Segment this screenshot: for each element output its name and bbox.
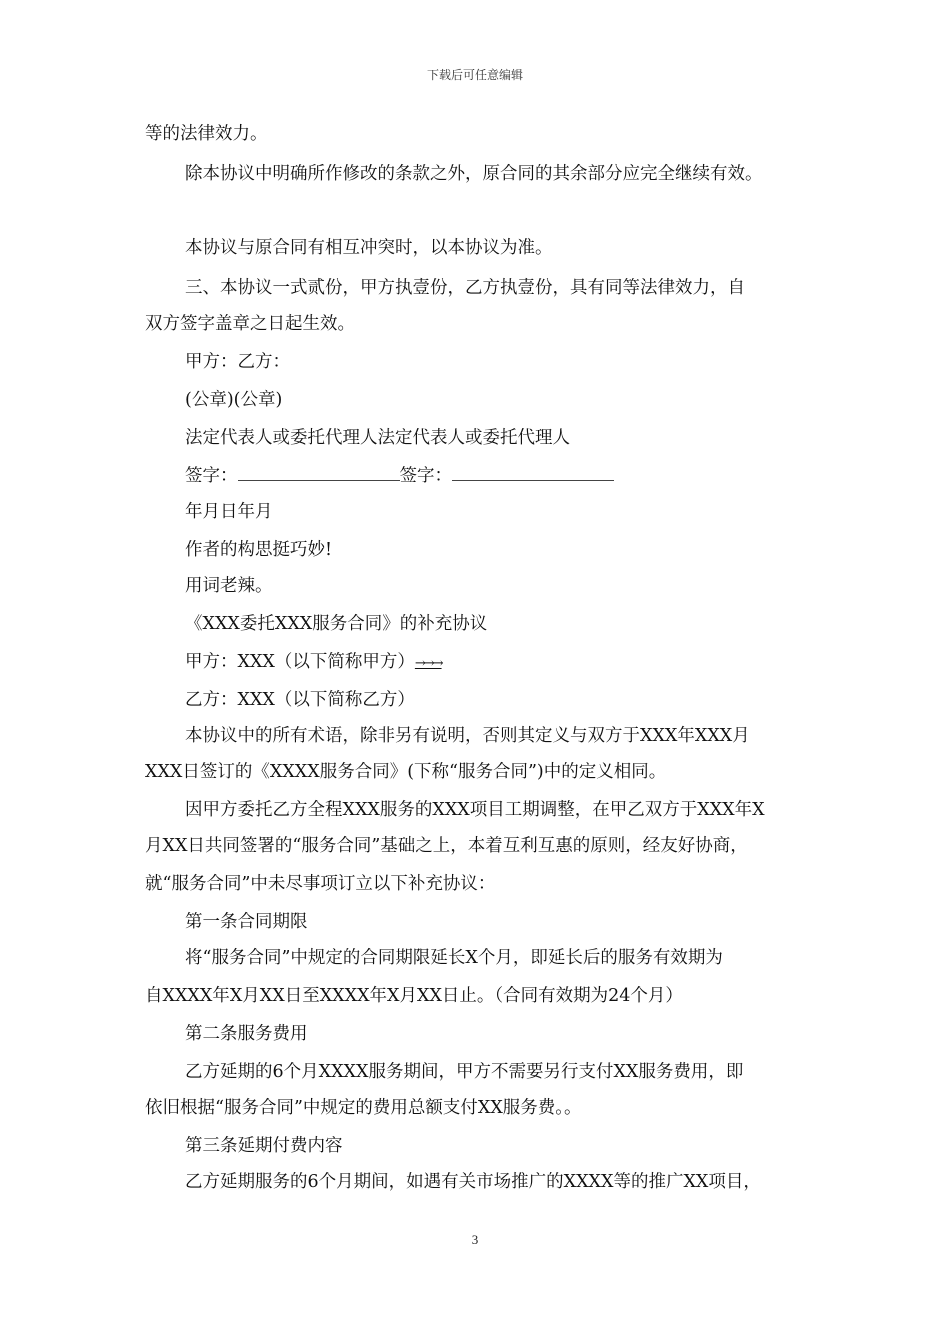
page-header: 下载后可任意编辑 [426, 68, 523, 82]
text-line: 三、本协议一式贰份，甲方执壹份，乙方执壹份，具有同等法律效力，自 [185, 278, 745, 298]
signature-blank-a[interactable] [238, 466, 400, 481]
text-line: 作者的构思挺巧妙! [185, 540, 333, 560]
text-line: 乙方：XXX（以下简称乙方） [185, 690, 415, 710]
text-line: 甲方：乙方： [185, 352, 290, 372]
text-line: 依旧根据“服务合同”中规定的费用总额支付XX服务费。。 [145, 1098, 582, 1118]
text-line: 双方签字盖章之日起生效。 [145, 314, 355, 334]
signature-label-b: 签字： [399, 466, 452, 486]
text-line: 乙方延期的6个月XXXX服务期间，甲方不需要另行支付XX服务费用，即 [185, 1062, 744, 1082]
text-line: 乙方延期服务的6个月期间，如遇有关市场推广的XXXX等的推广XX项目， [185, 1172, 761, 1192]
text-line: 本协议与原合同有相互冲突时，以本协议为准。 [185, 238, 553, 258]
signature-line [185, 464, 614, 488]
text-line: 法定代表人或委托代理人法定代表人或委托代理人 [185, 428, 570, 448]
text-line: 年月日年月 [185, 502, 273, 522]
signature-label-a: 签字： [185, 466, 238, 486]
text-line: 用词老辣。 [185, 576, 273, 596]
text-line: 本协议中的所有术语，除非另有说明，否则其定义与双方于XXX年XXX月 [185, 726, 750, 746]
signature-blank-b[interactable] [452, 466, 614, 481]
arrow-marks-icon: →→→ [414, 656, 442, 671]
agreement-title: 《XXX委托XXX服务合同》的补充协议 [185, 614, 488, 634]
clause-heading: 第二条服务费用 [185, 1024, 308, 1044]
text-line: 除本协议中明确所作修改的条款之外，原合同的其余部分应完全继续有效。 [185, 164, 763, 184]
text-line: 将“服务合同”中规定的合同期限延长X个月，即延长后的服务有效期为 [185, 948, 723, 968]
text-line: 就“服务合同”中未尽事项订立以下补充协议： [145, 874, 496, 894]
clause-heading: 第一条合同期限 [185, 912, 308, 932]
text-line: (公章)(公章) [185, 390, 283, 410]
clause-heading: 第三条延期付费内容 [185, 1136, 343, 1156]
text-line: XXX日签订的《XXXX服务合同》(下称“服务合同”)中的定义相同。 [145, 762, 667, 782]
text-line: 因甲方委托乙方全程XXX服务的XXX项目工期调整，在甲乙双方于XXX年X [185, 800, 765, 820]
text-line: 月XX日共同签署的“服务合同”基础之上，本着互利互惠的原则，经友好协商， [145, 836, 748, 856]
page-number: 3 [471, 1232, 479, 1247]
text-line: 自XXXX年X月XX日至XXXX年X月XX日止。（合同有效期为24个月） [145, 986, 683, 1006]
party-a-line [185, 650, 442, 676]
party-a-text: 甲方：XXX（以下简称甲方） [185, 652, 415, 672]
text-line: 等的法律效力。 [145, 124, 268, 144]
